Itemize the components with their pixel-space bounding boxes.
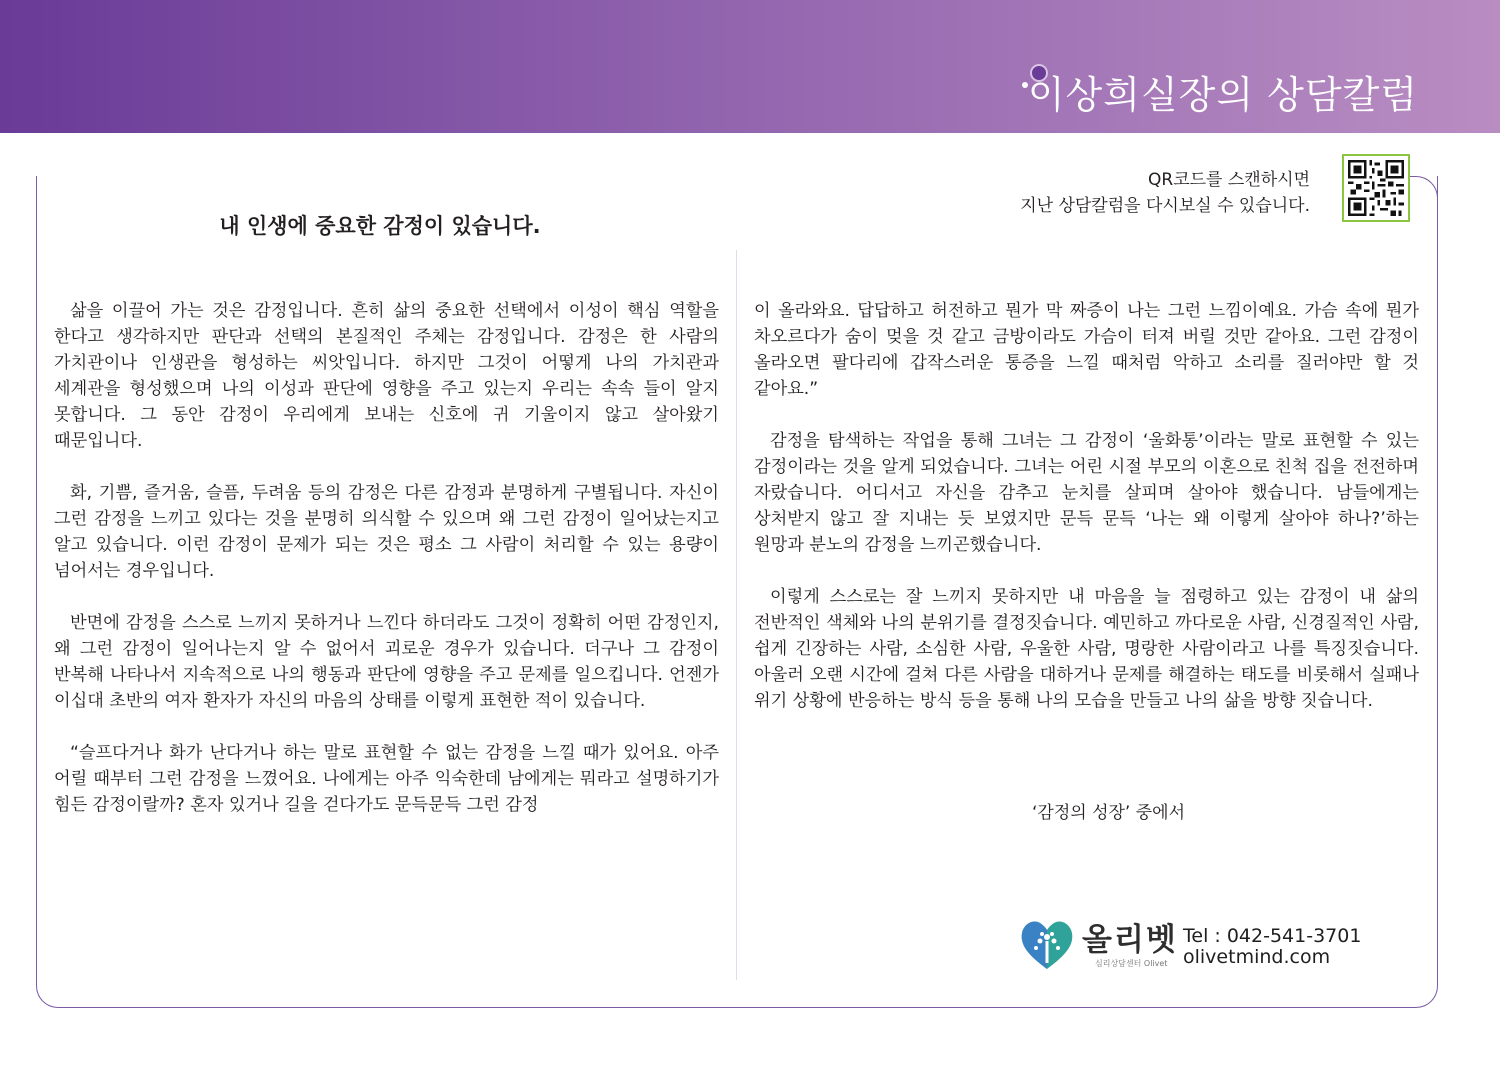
article-headline: 내 인생에 중요한 감정이 있습니다.: [219, 214, 541, 238]
article-right-column: [754, 298, 1419, 740]
article-left-column: [54, 298, 719, 844]
header-banner: [0, 0, 1500, 133]
paragraph: 반면에 감정을 스스로 느끼지 못하거나 느낀다 하더라도 그것이 정확히 어떤 감정인지, 왜 그런 감정이 일어나는지 알 수 없어서 괴로운 경우가 있습니다. 더구나 그 감정이 반복해 나타나서 지속적으로 나의 행동과 판단에 영향을 주고 문제를 일으킵니다. 언젠가 이십대 초반의 여자 환자가 자신의 마음의 상태를 이렇게 표현한 적이 있습니다.: [54, 613, 719, 711]
column-divider: [736, 250, 737, 980]
paragraph: 이 올라와요. 답답하고 허전하고 뭔가 막 짜증이 나는 그런 느낌이예요. 가슴 속에 뭔가 차오르다가 숨이 멎을 것 같고 금방이라도 가슴이 터져 버릴 것만 같아요. 그런 감정이 올라오면 팔다리에 갑작스러운 통증을 느낄 때처럼 악하고 소리를 질러야만 할 것 같아요.”: [754, 301, 1419, 399]
qr-line-2: 지난 상담칼럼을 다시보실 수 있습니다.: [1020, 196, 1310, 216]
heart-tree-icon: [1018, 915, 1076, 973]
qr-code-icon[interactable]: [1342, 154, 1410, 222]
qr-instruction: [1020, 167, 1310, 219]
paragraph: “슬프다거나 화가 난다거나 하는 말로 표현할 수 없는 감정을 느낄 때가 있어요. 아주 어릴 때부터 그런 감정을 느꼈어요. 나에게는 아주 익숙한데 남에게는 뭐라고 설명하기가 힘든 감정이랄까? 혼자 있거나 길을 걷다가도 문득문득 그런 감정: [54, 743, 719, 815]
contact-website-link[interactable]: olivetmind.com: [1183, 946, 1331, 968]
brand-name: 올리벳: [1082, 922, 1178, 958]
paragraph: 이렇게 스스로는 잘 느끼지 못하지만 내 마음을 늘 점령하고 있는 감정이 내 삶의 전반적인 색체와 나의 분위기를 결정짓습니다. 예민하고 까다로운 사람, 신경질적인 사람, 쉽게 긴장하는 사람, 소심한 사람, 우울한 사람, 명랑한 사람이라고 나를 특징짓습니다. 아울러 오랜 시간에 걸쳐 다른 사람을 대하거나 문제를 해결하는 태도를 비롯해서 실패나 위기 상황에 반응하는 방식 등을 통해 나의 모습을 만들고 나의 삶을 방향 짓습니다.: [754, 587, 1419, 711]
column-title: 이상희실장의 상담칼럼: [1027, 73, 1418, 117]
qr-line-1: QR코드를 스캔하시면: [1148, 170, 1310, 190]
paragraph: 화, 기쁨, 즐거움, 슬픔, 두려움 등의 감정은 다른 감정과 분명하게 구별됩니다. 자신이 그런 감정을 느끼고 있다는 것을 분명히 의식할 수 있으며 왜 그런 감정이 일어났는지고 알고 있습니다. 이런 감정이 문제가 되는 것은 평소 그 사람이 처리할 수 있는 용량이 넘어서는 경우입니다.: [54, 483, 719, 581]
paragraph: 삶을 이끌어 가는 것은 감정입니다. 흔히 삶의 중요한 선택에서 이성이 핵심 역할을 한다고 생각하지만 판단과 선택의 본질적인 주체는 감정입니다. 감정은 한 사람의 가치관이나 인생관을 형성하는 씨앗입니다. 하지만 그것이 어떻게 나의 가치관과 세계관을 형성했으며 나의 이성과 판단에 영향을 주고 있는지 우리는 속속 들이 알지 못합니다. 그 동안 감정이 우리에게 보내는 신호에 귀 기울이지 않고 살아왔기 때문입니다.: [54, 301, 719, 451]
brand-subtitle: 심리상담센터 Olivet: [1095, 959, 1168, 968]
paragraph: 감정을 탐색하는 작업을 통해 그녀는 그 감정이 ‘울화통’이라는 말로 표현할 수 있는 감정이라는 것을 알게 되었습니다. 그녀는 어린 시절 부모의 이혼으로 친척 집을 전전하며 자랐습니다. 어디서고 자신을 감추고 눈치를 살피며 살아야 했습니다. 남들에게는 상처받지 않고 잘 지내는 듯 보였지만 문득 문득 ‘나는 왜 이렇게 살아야 하나?’하는 원망과 분노의 감정을 느끼곤했습니다.: [754, 431, 1419, 555]
contact-phone: Tel : 042-541-3701: [1183, 925, 1362, 947]
article-source: ‘감정의 성장’ 중에서: [1032, 803, 1185, 823]
